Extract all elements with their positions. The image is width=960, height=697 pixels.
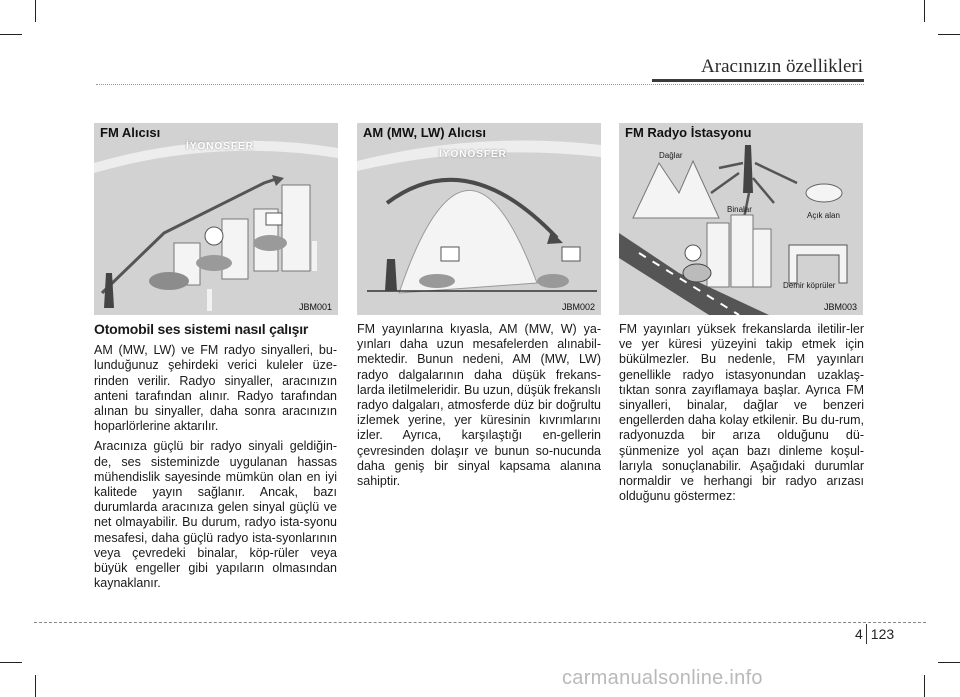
label-buildings: Binalar [727,205,752,214]
tree [207,289,212,311]
label-mountains: Dağlar [659,151,683,160]
watermark: carmanualsonline.info [562,667,763,689]
iron-bridge [789,245,847,283]
figure-title: AM (MW, LW) Alıcısı [363,125,487,140]
section-heading: Otomobil ses sistemi nasıl çalışır [94,321,309,337]
column-2 [357,322,601,494]
crop-mark [0,662,22,663]
ionosphere-label: İYONOSFER [439,149,507,160]
building [707,223,729,287]
transmitter-tower [104,273,114,308]
figure-code: JBM001 [298,302,332,312]
paragraph: Aracınıza güçlü bir radyo sinyali geldiğin-de, ses sisteminizde uygulanan hassas mühendislik sayesinde mümkün olan en iyi kalitede yayın sağlanır. Ancak, bazı durumlarda aracınıza gelen sinyal güçlü ve net olmayabilir. Bu durum, radyo ista-syonu mesafesi, daha güçlü radyo ista-syonlarının veya çevredeki binalar, köp-rüler veya büyük engeller gibi yapıların olmasından kaynaklanır. [94,439,337,591]
paragraph: FM yayınları yüksek frekanslarda iletilir-ler ve yer küresi yüzeyini takip etmek için bükülmezler. Bu nedenle, FM yayınları genellikle radyo istasyonundan uzaklaş-tıktan sonra zayıflamaya başlar. Ayrıca FM sinyalleri, binalar, dağlar ve benzeri engellerden daha kolay etkilenir. Bu du-rum, radyonuzda bir arıza olduğunu dü-şünmenize yol açan bazı dinleme koşul-larıyla sonuçlanabilir. Aşağıdaki durumlar normaldir ve herhangi bir radyo arızası olduğunu göstermez: [619,322,864,504]
page-number-separator [866,624,867,644]
building [731,215,753,287]
figure-title: FM Radyo İstasyonu [625,125,752,140]
paragraph: AM (MW, LW) ve FM radyo sinyalleri, bu-lunduğunuz şehirdeki verici kuleler üze-rinden verilir. Radyo sinyaller, aracınızın anteni tarafından alınır. Radyo tarafından alınan bu sinyaller, daha sonra aracınızın hoparlörlerine aktarılır. [94,343,337,434]
header-rule [652,79,864,82]
section-title: Aracınızın özellikleri [701,56,863,77]
speech-bubble [266,213,282,225]
crop-mark [0,34,22,35]
speech-bubble [441,247,459,261]
car [683,264,711,282]
column-3 [619,322,864,509]
paragraph: FM yayınlarına kıyasla, AM (MW, W) ya-yınları daha uzun mesafelerden alınabil-mektedir. Bunun nedeni, AM (MW, LW) radyo dalgalarının daha düşük frekans-larda iletilmeleridir. Bu uzun, düşük frekanslı radyo dalgaları, atmosferde düz bir doğrultu izlemek yerine, yer küresinin kıvrımlarını izler. Ayrıca, karşılaştığı en-gellerin çevresinden dolaşır ve bunun so-nucunda daha geniş bir sinyal kapsama alanına sahiptir. [357,322,601,489]
figure-code: JBM002 [561,302,595,312]
column-1 [94,322,337,596]
label-bridges: Demir köprüler [783,281,836,290]
speech-bubble [205,227,223,245]
car [537,274,569,288]
speech-bubble [685,245,701,261]
page-number [855,626,894,642]
figure-am-receiver [357,123,601,315]
crop-mark [924,0,925,22]
crop-mark [35,675,36,697]
tree [312,241,317,271]
car [419,274,455,288]
crop-mark [35,0,36,22]
label-open-area: Açık alan [807,211,840,220]
figure-title: FM Alıcısı [100,125,161,140]
figure-fm-receiver [94,123,338,315]
car [149,272,189,290]
crop-mark [924,675,925,697]
building [282,185,310,271]
mountains [633,161,719,218]
crop-mark [938,34,960,35]
figure-fm-station [619,123,863,315]
car [253,235,287,251]
signal-arrows [711,163,797,218]
crop-mark [938,662,960,663]
transmitter-tower [385,259,397,291]
header-dotted-rule [96,84,864,85]
building [753,229,771,287]
building [222,219,248,279]
car [806,184,842,202]
speech-bubble [562,247,580,261]
page-number-value: 123 [870,626,895,642]
am-wave-hump [399,190,537,293]
footer-rule [34,622,926,623]
car [196,255,232,271]
transmitter-tower [743,145,753,193]
ionosphere-label: İYONOSFER [186,141,254,152]
chapter-number: 4 [855,626,863,642]
figure-code: JBM003 [823,302,857,312]
